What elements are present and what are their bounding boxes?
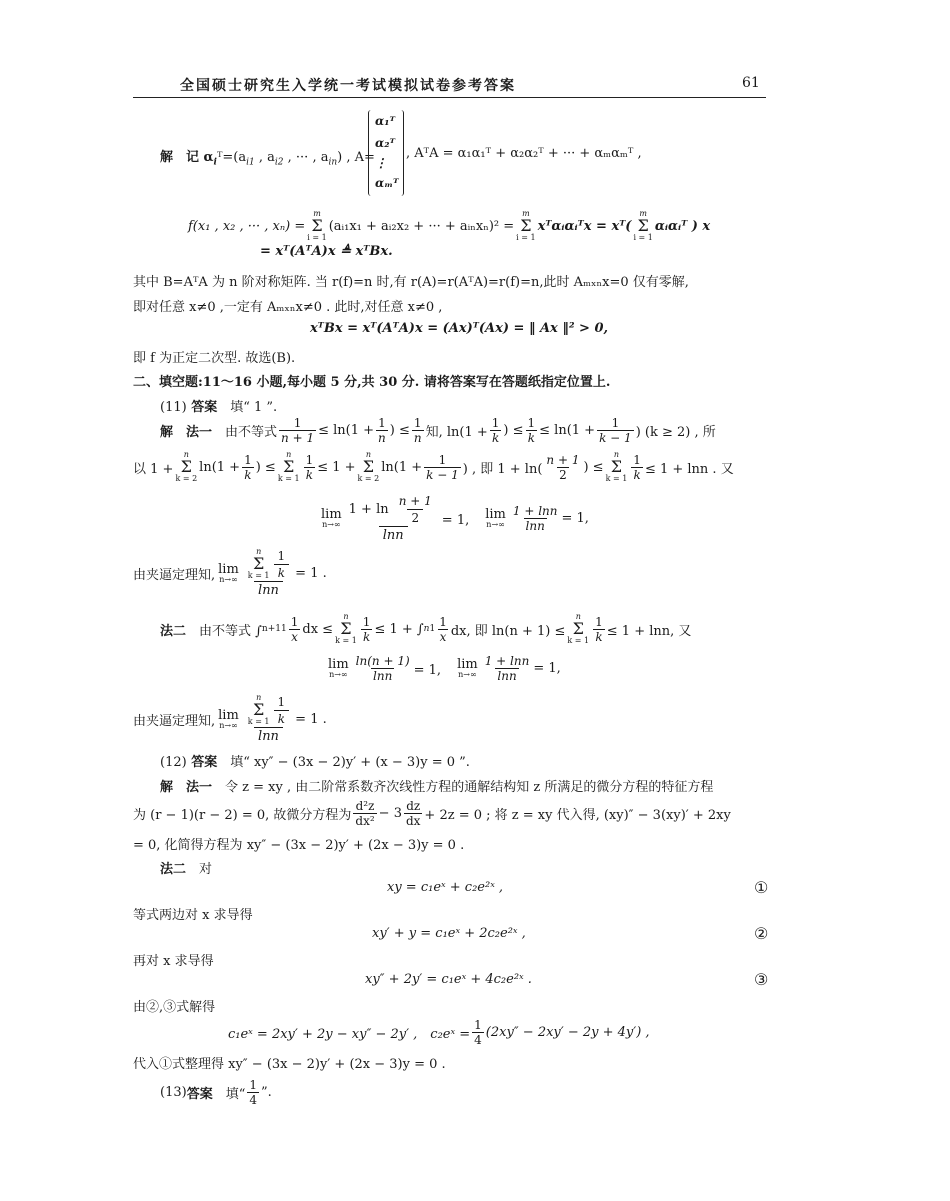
sum-symbol: m Σ i = 1 bbox=[516, 209, 536, 242]
ata-expansion: , AᵀA = α₁α₁ᵀ + α₂α₂ᵀ + ··· + αₘαₘᵀ , bbox=[406, 146, 642, 161]
text-line: 等式两边对 x 求导得 bbox=[133, 908, 253, 923]
sum-symbol: m Σ i = 1 bbox=[307, 209, 327, 242]
matrix-row-3: ⋮ bbox=[375, 156, 387, 170]
limits-line-1: lim n→∞ 1 + ln $\frac{n + 1}{2}$ lnn = 1, lim n→∞ $\frac{1 + \ln n}{\ln n}$ = 1, bbox=[321, 493, 589, 543]
text-line: 由②,③式解得 bbox=[133, 1000, 216, 1015]
method-2-line: 法二 对 bbox=[160, 862, 213, 877]
method-1-line: 解 法一 令 z = xy , 由二阶常系数齐次线性方程的通解结构知 z 所满足的微分方程的特征方程 bbox=[160, 780, 714, 795]
answer-12: (12) 答案 填“ xy″ − (3x − 2)y′ + (x − 3)y = 0 ”. bbox=[160, 755, 470, 770]
answer-11: (11) 答案 填“ 1 ”. bbox=[160, 400, 278, 415]
sum-symbol: m Σ i = 1 bbox=[633, 209, 653, 242]
squeeze-conclusion-2: 由夹逼定理知, lim n→∞ n Σ k = 1 $\frac{1}{k}$ lnn = 1 . bbox=[133, 693, 327, 744]
text-line: 即 f 为正定二次型. 故选(B). bbox=[133, 351, 296, 366]
text-line: = 0, 化简得方程为 xy″ − (3x − 2)y′ + (2x − 3)y = 0 . bbox=[133, 838, 465, 853]
f-expansion: f(x₁ , x₂ , ··· , xₙ) = m Σ i = 1 (aᵢ₁x₁ + aᵢ₂x₂ + ··· + aᵢₙxₙ)² = m Σ i = 1 xᵀαᵢαᵢᵀx = xᵀ( m Σ i = 1 αᵢαᵢᵀ ) x bbox=[188, 209, 711, 242]
equation-number-1: ① bbox=[754, 878, 769, 897]
running-header: 全国硕士研究生入学统一考试模拟试卷参考答案 bbox=[180, 78, 516, 94]
equation-number-2: ② bbox=[754, 924, 769, 943]
sum-bound-line: 以 1 + n Σ k = 2 ln(1 + $\frac{1}{k}$ ) ≤ n Σ k = 1 $\frac{1}{k}$ ≤ 1 + n Σ k = 2 ln(1 + $\frac{1}{k - 1}$ ) , 即 1 + ln( $\frac{n + 1}{2}$ ) ≤ n Σ k = 1 $\frac{1}{k}$ ≤ 1 + lnn . 又 bbox=[133, 450, 734, 483]
matrix-a bbox=[368, 110, 404, 196]
positive-inequality: xᵀBx = xᵀ(AᵀA)x = (Ax)ᵀ(Ax) = ‖ Ax ‖² > 0, bbox=[310, 321, 609, 336]
answer-13: (13) 答案 填“ $\frac{1}{4}$ ”. bbox=[160, 1077, 272, 1107]
matrix-row-1: α₁ᵀ bbox=[375, 114, 396, 128]
method-2-line: 法二 由不等式 ∫ n+1 1 $\frac{1}{x}$ dx ≤ n Σ k = 1 $\frac{1}{k}$ ≤ 1 + ∫ n 1 $\frac{1}{x}$ dx, 即 ln(n + 1) ≤ n Σ k = 1 $\frac{1}{k}$ ≤ 1 + lnn, 又 bbox=[160, 612, 692, 645]
solution-intro-line: 解 记 $\alpha_iᵀ=(a_{i1}$ , $a_{i2}$ , ··· , $a_{in}$) , A= bbox=[160, 150, 375, 168]
text-line: 代入①式整理得 xy″ − (3x − 2)y′ + (2x − 3)y = 0 . bbox=[133, 1057, 446, 1072]
matrix-row-2: α₂ᵀ bbox=[375, 136, 396, 150]
matrix-row-4: αₘᵀ bbox=[375, 176, 399, 190]
equation-2: xy′ + y = c₁eˣ + 2c₂e²ˣ , bbox=[372, 926, 526, 941]
quadratic-form: = xᵀ(AᵀA)x ≜ xᵀBx. bbox=[260, 244, 393, 259]
text-line: 其中 B=AᵀA 为 n 阶对称矩阵. 当 r(f)=n 时,有 r(A)=r(AᵀA)=r(f)=n,此时 Aₘₓₙx=0 仅有零解, bbox=[133, 275, 689, 290]
equation-3: xy″ + 2y′ = c₁eˣ + 4c₂e²ˣ . bbox=[365, 972, 532, 987]
solved-constants: c₁eˣ = 2xy′ + 2y − xy″ − 2y′ , c₂eˣ = $\frac{1}{4}$ (2xy″ − 2xy′ − 2y + 4y′) , bbox=[228, 1017, 650, 1047]
squeeze-conclusion-1: 由夹逼定理知, lim n→∞ n Σ k = 1 $\frac{1}{k}$ lnn = 1 . bbox=[133, 547, 327, 598]
ode-line: 为 (r − 1)(r − 2) = 0, 故微分方程为 $\frac{\text{d²z}}{\text{dx²}}$ − 3 $\frac{dz}{dx}$ + 2z = 0 ; 将 z = xy 代入得, (xy)″ − 3(xy)′ + 2xy bbox=[133, 798, 731, 828]
equation-1: xy = c₁eˣ + c₂e²ˣ , bbox=[387, 880, 504, 895]
section-heading: 二、填空题:11～16 小题,每小题 5 分,共 30 分. 请将答案写在答题纸指定位置上. bbox=[133, 375, 611, 390]
header-rule bbox=[133, 97, 766, 98]
text-line: 即对任意 x≠0 ,一定有 Aₘₓₙx≠0 . 此时,对任意 x≠0 , bbox=[133, 300, 443, 315]
text-line: 再对 x 求导得 bbox=[133, 954, 214, 969]
limits-line-2: lim n→∞ $\frac{\ln(n + 1)}{\ln n}$ = 1, lim n→∞ $\frac{1 + \ln n}{\ln n}$ = 1, bbox=[328, 653, 561, 683]
page-number: 61 bbox=[742, 75, 760, 91]
equation-number-3: ③ bbox=[754, 970, 769, 989]
method-1-line: 解 法一 由不等式 $\frac{1}{n + 1}$ ≤ ln(1 + $\frac{1}{n}$ ) ≤ $\frac{1}{n}$ 知, ln(1 + $\frac{1}{k}$ ) ≤ $\frac{1}{k}$ ≤ ln(1 + $\frac{1}{k - 1}$ ) (k ≥ 2) , 所 bbox=[160, 415, 716, 445]
